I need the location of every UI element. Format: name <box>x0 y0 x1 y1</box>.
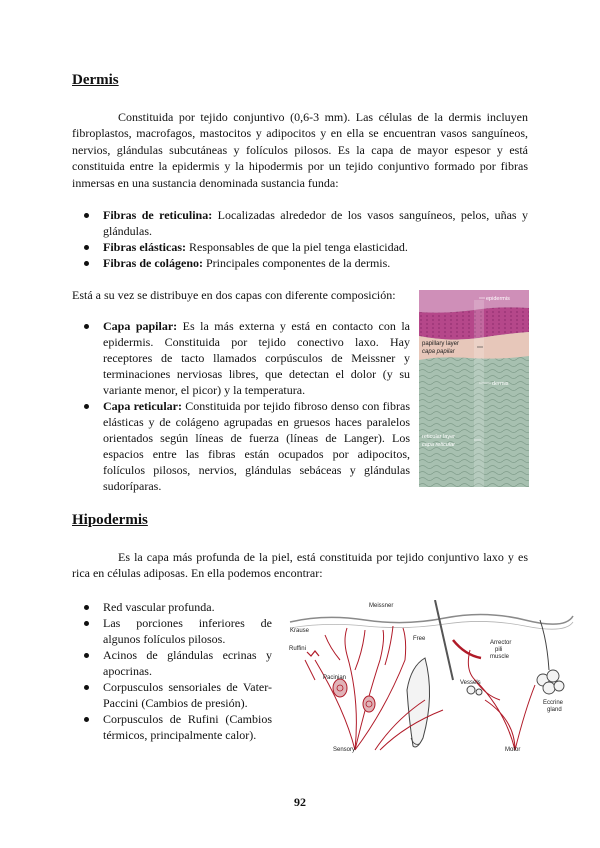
pili-label: pili <box>495 647 503 653</box>
krause-label: Krause <box>290 628 310 634</box>
bullet-icon <box>84 605 89 610</box>
ruffini-label: Ruffini <box>289 646 306 652</box>
layers-intro-paragraph: Está a su vez se distribuye en dos capas con diferente composición: <box>72 288 396 302</box>
layer-text: Es la más externa y está en contacto con la epidermis. Constituida por tejido conectivo laxo. Hay receptores de tacto llamados corpúsculos de Meissner y terminaciones nerviosas libres, que detectan el dolor (y su variante menor, el picor) y la temperatura. <box>103 319 410 397</box>
list-item <box>82 679 272 711</box>
layers-list <box>82 318 410 494</box>
reticular-en-label: reticular layer <box>422 434 456 440</box>
bullet-icon <box>84 685 89 690</box>
meissner-label: Meissner <box>369 603 394 609</box>
muscle-label: muscle <box>490 654 510 660</box>
bullet-icon <box>84 404 89 409</box>
reticular-es-label: capa reticular <box>422 442 456 448</box>
list-item <box>82 615 272 647</box>
motor-label: Motor <box>505 747 521 753</box>
arrector-label: Arrector <box>490 640 512 646</box>
list-item <box>82 398 410 494</box>
list-item <box>82 239 528 255</box>
layer-term: Capa reticular: <box>103 399 183 413</box>
hipodermis-intro-paragraph: Es la capa más profunda de la piel, está constituida por tejido conjuntivo laxo y es rica en células adiposas. En ella podemos encontrar: <box>72 550 528 581</box>
layer-term: Capa papilar: <box>103 319 178 333</box>
hipodermis-heading: Hipodermis <box>72 512 148 528</box>
hipodermis-item-text: Corpusculos sensoriales de Vater-Paccini (Cambios de presión). <box>103 680 272 710</box>
bullet-icon <box>84 213 89 218</box>
free-label: Free <box>413 636 426 642</box>
hipodermis-item-text: Acinos de glándulas ecrinas y apocrinas. <box>103 648 272 678</box>
epidermis-label: epidermis <box>486 296 510 302</box>
gland-label: gland <box>547 707 562 713</box>
hipodermis-item-text: Las porciones inferiores de algunos folículos pilosos. <box>103 616 272 646</box>
page-number: 92 <box>294 795 306 809</box>
list-item <box>82 599 272 615</box>
vessels-label: Vessels <box>460 680 481 686</box>
dermis-intro-paragraph: Constituida por tejido conjuntivo (0,6-3 mm). Las células de la dermis incluyen fibroplastos, macrofagos, mastocitos y adipocitos y en ella se encuentran vasos sanguíneos, nervios, glándulas subcutáneas y folículos pilosos. Es la capa de mayor espesor y está constituida entre la epidermis y la hipodermis por un tejido conjuntivo formado por fibras inmersas en una sustancia denominada sustancia funda: <box>72 110 528 190</box>
bullet-icon <box>84 653 89 658</box>
fiber-text: Responsables de que la piel tenga elasticidad. <box>186 240 408 254</box>
hipodermis-item-text: Red vascular profunda. <box>103 600 215 614</box>
fiber-term: Fibras de colágeno: <box>103 256 203 270</box>
fiber-text: Localizadas alrededor de los vasos sanguíneos, pelos, uñas y glándulas. <box>103 208 528 238</box>
eccrine-label: Eccrine <box>543 700 564 706</box>
dermis-label: dermis <box>492 381 509 387</box>
bullet-icon <box>84 717 89 722</box>
fibers-list <box>82 207 528 271</box>
list-item <box>82 255 528 271</box>
fiber-text: Principales componentes de la dermis. <box>203 256 391 270</box>
layer-text: Constituida por tejido fibroso denso con fibras elásticas y de colágeno agrupadas en gruesos haces paralelos orientados según líneas de fuerza (líneas de Langer). Los espacios entre las fibras están ocupados por adipocitos, folículos pilosos, nervios, glándulas sebáceas y glándulas sudoríparas. <box>103 399 410 493</box>
bullet-icon <box>84 621 89 626</box>
skin-nerve-endings-diagram <box>285 600 575 756</box>
bullet-icon <box>84 261 89 266</box>
fiber-term: Fibras elásticas: <box>103 240 186 254</box>
list-item <box>82 647 272 679</box>
hipodermis-item-text: Corpusculos de Rufini (Cambios térmicos, principalmente calor). <box>103 712 272 742</box>
hipodermis-list <box>82 599 272 743</box>
papillary-en-label: papillary layer <box>422 341 460 347</box>
list-item <box>82 207 528 239</box>
sensory-label: Sensory <box>333 747 356 753</box>
dermis-heading: Dermis <box>72 72 119 88</box>
pacinian-label: Pacinian <box>323 675 347 681</box>
list-item <box>82 711 272 743</box>
bullet-icon <box>84 245 89 250</box>
list-item <box>82 318 410 398</box>
bullet-icon <box>84 324 89 329</box>
fiber-term: Fibras de reticulina: <box>103 208 213 222</box>
skin-histology-image <box>419 290 529 487</box>
papillary-es-label: capa papilar <box>422 349 455 355</box>
